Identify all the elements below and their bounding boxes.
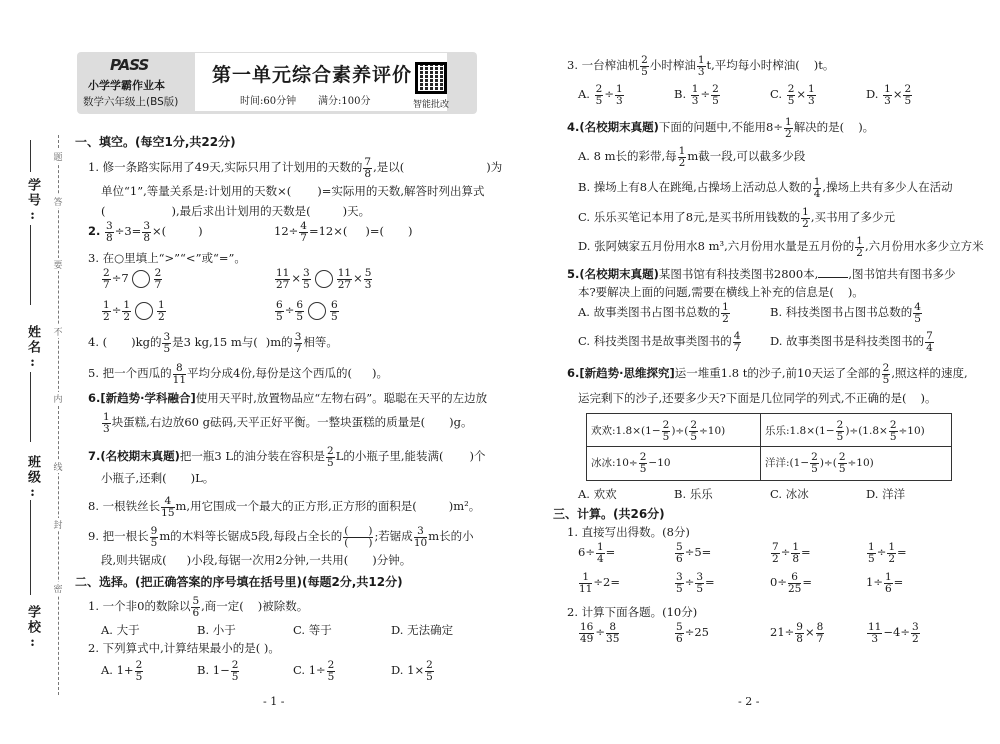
q4-text-b: )kg的 <box>131 335 162 349</box>
cut-word: 内 <box>53 392 63 405</box>
q7-text-d: )个 <box>469 449 486 463</box>
q6-text-d: )g。 <box>449 415 473 429</box>
q2-text-a: ÷3= <box>114 224 142 238</box>
q2-label: 2. <box>88 224 101 238</box>
c5-d-text: D. 故事类图书是科技类图书的 <box>770 334 925 348</box>
q3-op: ÷7 <box>111 271 129 285</box>
class-line <box>30 500 31 595</box>
question-6-line-1 <box>88 390 487 406</box>
student-id-label: 学号: <box>25 178 40 225</box>
question-1-line-2 <box>101 183 485 199</box>
c5-text-d: 本?要解决上面的问题,需要在横线上补充的信息是( <box>578 285 834 299</box>
c2-c-text: C. 1÷ <box>293 663 326 677</box>
school-label: 学校: <box>25 605 40 652</box>
c4-b-text: B. 操场上有8人在跳绳,占操场上活动总人数的 <box>578 180 812 194</box>
c1-option-d: D. 无法确定 <box>391 623 454 637</box>
q1-text-b: ,是以( <box>373 160 405 174</box>
q6-label: 6. <box>88 391 101 405</box>
c6-option-d: D. 洋洋 <box>866 487 906 501</box>
c5-option-c: C. 科技类图书是故事类图书的 $\frac{4}{7}$ <box>578 330 741 354</box>
c3-text-c: t,平均每小时榨油( <box>706 58 800 72</box>
calc-item: $\frac{7}{2}$ ÷ $\frac{1}{8}$ = <box>772 541 811 565</box>
q7-text-f: )L。 <box>190 471 215 485</box>
q9-text-c: ;若锯成 <box>374 529 413 543</box>
c5-text-b: 某图书馆有科技类图书2800本, <box>658 267 819 281</box>
q3-op: × <box>291 271 302 285</box>
q2-text-d: 12÷ <box>274 224 299 238</box>
q3-compare-1: $\frac{2}{7}$ ÷7 $\frac{2}{7}$ <box>103 267 162 291</box>
calc-item: $\frac{11}{3}$ −4÷ $\frac{3}{2}$ <box>868 621 919 645</box>
c2-d-text: D. 1× <box>391 663 425 677</box>
c4-option-c: C. 乐乐买笔记本用了8元,是买书所用钱数的 $\frac{1}{2}$ ,买书用了多少元 <box>578 206 896 230</box>
calc-item: 1÷ $\frac{1}{6}$ = <box>866 571 904 595</box>
question-1-line-3 <box>101 203 370 219</box>
q5-text-c: )。 <box>371 366 388 380</box>
calc-part-2-title: 2. 计算下面各题。(10分) <box>567 605 698 619</box>
page-number-1: - 1 - <box>263 695 285 708</box>
q2-text-c: ) <box>198 224 203 238</box>
q2-text-f: )=( <box>365 224 384 238</box>
c4-option-b: B. 操场上有8人在跳绳,占操场上活动总人数的 $\frac{1}{4}$ ,操场上共有多少人在活动 <box>578 176 953 200</box>
table-divider <box>760 414 761 480</box>
pass-logo: PASS <box>110 56 149 74</box>
q1-text-a: 1. 修一条路实际用了49天,实际只用了计划用的天数的 <box>88 160 363 174</box>
c4-c-text: C. 乐乐买笔记本用了8元,是买书所用钱数的 <box>578 210 801 224</box>
cell-text: 乐乐:1.8× <box>765 425 816 437</box>
c3-option-d: D. $\frac{1}{3}$ × $\frac{2}{5}$ <box>866 83 912 107</box>
cut-word: 答 <box>53 195 63 208</box>
c1-text-b: ,商一定( <box>201 599 244 613</box>
section-choice-title: 二、选择。(把正确答案的序号填在括号里)(每题2分,共12分) <box>75 575 403 589</box>
c4-a-text-2: m截一段,可以截多少段 <box>687 149 806 163</box>
cell-bingbing: 冰冰:10÷ $\frac{2}{5}$ −10 <box>591 451 671 475</box>
question-9-line-2 <box>101 552 411 568</box>
q1-text-g: ),最后求出计划用的天数是( <box>171 204 311 218</box>
question-4: 4. ( )kg的 $\frac{3}{5}$ 是3 kg,15 m与( )m的 $\frac{3}{7}$ 相等。 <box>88 331 338 355</box>
q7-text-e: 小瓶子,还剩( <box>101 471 167 485</box>
c4-option-d: D. 张阿姨家五月份用水8 m³,六月份用水量是五月份的 $\frac{1}{2}$ ,六月份用水多少立方米 <box>578 235 984 259</box>
c2-option-c: C. 1÷ $\frac{2}{5}$ <box>293 659 335 683</box>
question-1-line-1 <box>88 157 502 179</box>
q7-text-b: 把一瓶3 L的油分装在容积是 <box>179 449 325 463</box>
c5-b-text: B. 科技类图书占图书总数的 <box>770 305 913 319</box>
c4-a-text: A. 8 m长的彩带,每 <box>578 149 677 163</box>
choice-5-line-2 <box>578 284 864 300</box>
q8-text-c: )m²。 <box>448 499 481 513</box>
q8-text-a: 8. 一根铁丝长 <box>88 499 161 513</box>
exam-time: 时间:60分钟 <box>240 96 297 107</box>
cut-word: 线 <box>53 460 63 473</box>
fraction: $\frac{7}{8}$ <box>364 156 372 180</box>
q2-text-e: =12×( <box>308 224 348 238</box>
choice-1: 1. 一个非0的数除以 $\frac{5}{6}$ ,商一定( )被除数。 <box>88 595 309 619</box>
calc-item: $\frac{5}{6}$ ÷5= <box>676 541 712 565</box>
q9-text-e: 段,则共锯成( <box>101 553 167 567</box>
q3-op: ÷ <box>284 303 295 317</box>
c1-option-b: B. 小于 <box>197 623 236 637</box>
c5-option-b: B. 科技类图书占图书总数的 $\frac{4}{5}$ <box>770 301 921 325</box>
c4-b-text-2: ,操场上共有多少人在活动 <box>822 180 953 194</box>
cell-yangyang: 洋洋:(1− $\frac{2}{5}$ )÷( $\frac{2}{5}$ ÷10) <box>765 451 874 475</box>
section-fill-title: 一、填空。(每空1分,共22分) <box>75 135 236 149</box>
c6-text-e: )。 <box>920 391 937 405</box>
question-6-line-2: $\frac{1}{3}$ 块蛋糕,右边放60 g砝码,天平正好平衡。一整块蛋糕的质量是( )g。 <box>103 411 473 435</box>
choice-5-line-1 <box>567 265 955 282</box>
c4-tag: (名校期末真题) <box>579 120 659 134</box>
c1-option-c: C. 等于 <box>293 623 332 637</box>
cut-word: 要 <box>53 258 63 271</box>
q9-text-d: m长的小 <box>428 529 474 543</box>
q2-text-b: ×( <box>152 224 167 238</box>
q1-text-h: )天。 <box>342 204 371 218</box>
q3-compare-2: $\frac{11}{27}$ × $\frac{3}{5}$ $\frac{11}{27}$ × $\frac{5}{3}$ <box>276 267 372 291</box>
question-2: 2. $\frac{3}{8}$ ÷3= $\frac{3}{8}$ ×( ) <box>88 220 203 244</box>
cell-huanhuan: 欢欢:1.8×(1− $\frac{2}{5}$ )÷( $\frac{2}{5}$ ÷10) <box>591 419 726 443</box>
calc-item: $\frac{5}{6}$ ÷25 <box>676 621 709 645</box>
formula-table <box>586 413 952 481</box>
q7-label: 7. <box>88 449 101 463</box>
c6-label: 6. <box>567 366 580 380</box>
c3-text-b: 小时榨油 <box>649 58 696 72</box>
q6-text-c: 块蛋糕,右边放60 g砝码,天平正好平衡。一整块蛋糕的质量是( <box>111 415 426 429</box>
c4-d-text: D. 张阿姨家五月份用水8 m³,六月份用水量是五月份的 <box>578 239 855 253</box>
cut-word: 密 <box>53 582 63 595</box>
calc-item: $\frac{16}{49}$ ÷ $\frac{8}{35}$ <box>580 621 620 645</box>
c4-label: 4. <box>567 120 580 134</box>
c2-option-d: D. 1× $\frac{2}{5}$ <box>391 659 433 683</box>
choice-6-line-1: 6.[新趋势·思维探究]运一堆重1.8 t的沙子,前10天运了全部的 $\frac{2}{5}$ ,照这样的速度, <box>567 362 968 386</box>
c5-a-text: A. 故事类图书占图书总数的 <box>578 305 721 319</box>
q1-text-f: ( <box>101 204 106 218</box>
c3-option-b: B. $\frac{1}{3}$ ÷ $\frac{2}{5}$ <box>674 83 719 107</box>
q1-text-e: )=实际用的天数,解答时列出算式 <box>317 184 485 198</box>
cut-word: 不 <box>53 325 63 338</box>
c2-b-text: B. 1− <box>197 663 230 677</box>
c5-blank[interactable] <box>818 265 848 278</box>
choice-4: 4.(名校期末真题)下面的问题中,不能用8÷ $\frac{1}{2}$ 解决的是( )。 <box>567 116 875 140</box>
q6-tag: [新趋势·学科融合] <box>100 391 196 405</box>
c6-option-a: A. 欢欢 <box>578 487 617 501</box>
q9-text-a: 9. 把一根长 <box>88 529 149 543</box>
c5-option-d: D. 故事类图书是科技类图书的 $\frac{7}{4}$ <box>770 330 933 354</box>
question-3: 3. 在○里填上“>”“<”或“=”。 <box>88 251 246 265</box>
q2-text-g: ) <box>407 224 413 238</box>
q1-text-d: 单位“1”,等量关系是:计划用的天数×( <box>101 184 292 198</box>
page-number-2: - 2 - <box>738 695 760 708</box>
c4-option-a: A. 8 m长的彩带,每 $\frac{1}{2}$ m截一段,可以截多少段 <box>578 145 806 169</box>
class-label: 班级: <box>25 455 40 502</box>
c2-option-b: B. 1− $\frac{2}{5}$ <box>197 659 239 683</box>
c6-text-d: 运完剩下的沙子,还要多少天?下面是几位同学的列式,不正确的是( <box>578 391 907 405</box>
c1-text-a: 1. 一个非0的数除以 <box>88 599 191 613</box>
c3-option-a: A. $\frac{2}{5}$ ÷ $\frac{1}{3}$ <box>578 83 623 107</box>
table-divider <box>587 446 951 447</box>
q4-text-e: 相等。 <box>303 335 338 349</box>
c3-a-label: A. <box>578 87 590 101</box>
c3-text-d: )t。 <box>813 58 835 72</box>
q9-text-b: m的木料等长锯成5段,每段占全长的 <box>159 529 343 543</box>
c5-text-e: )。 <box>847 285 864 299</box>
name-label: 姓名: <box>25 325 40 372</box>
calc-item: 21÷ $\frac{9}{8}$ × $\frac{8}{7}$ <box>770 621 824 645</box>
answer-circle[interactable] <box>132 270 150 288</box>
c6-text-c: ,照这样的速度, <box>891 366 968 380</box>
c4-c-text-2: ,买书用了多少元 <box>810 210 896 224</box>
page-title: 第一单元综合素养评价 <box>212 64 413 86</box>
question-7-line-2 <box>101 470 214 486</box>
question-8: 8. 一根铁丝长 $\frac{4}{15}$ m,用它围成一个最大的正方形,正方形的面积是( )m²。 <box>88 495 481 519</box>
calc-part-1-title: 1. 直接写出得数。(8分) <box>567 525 690 539</box>
c1-text-c: )被除数。 <box>257 599 309 613</box>
c3-d-label: D. <box>866 87 879 101</box>
q1-text-c: )为 <box>486 160 503 174</box>
answer-circle[interactable] <box>308 302 326 320</box>
calc-item: 0÷ $\frac{6}{25}$ = <box>770 571 812 595</box>
cell-text: 冰冰:10÷ <box>591 457 638 469</box>
binding-dashed-line <box>58 135 59 695</box>
student-id-line <box>30 225 31 305</box>
choice-6-line-2 <box>578 390 936 406</box>
c3-option-c: C. $\frac{2}{5}$ × $\frac{1}{3}$ <box>770 83 815 107</box>
answer-circle[interactable] <box>135 302 153 320</box>
c3-b-label: B. <box>674 87 687 101</box>
c4-d-text-2: ,六月份用水多少立方米 <box>864 239 984 253</box>
q9-text-g: )分钟。 <box>372 553 412 567</box>
c6-option-c: C. 冰冰 <box>770 487 809 501</box>
c4-text-d: )。 <box>858 120 875 134</box>
c1-option-a: A. 大于 <box>101 623 140 637</box>
c2-option-a: A. 1+ $\frac{2}{5}$ <box>101 659 143 683</box>
q6-text-b: 使用天平时,放置物品应“左物右码”。聪聪在天平的左边放 <box>195 391 488 405</box>
c5-tag: (名校期末真题) <box>579 267 659 281</box>
series-name: 小学学霸作业本 <box>88 79 165 92</box>
q7-text-c: L的小瓶子里,能装满( <box>335 449 444 463</box>
full-score: 满分:100分 <box>318 96 371 107</box>
c3-text-a: 3. 一台榨油机 <box>567 58 640 72</box>
q3-compare-3: $\frac{1}{2}$ ÷ $\frac{1}{2}$ $\frac{1}{2}$ <box>103 299 165 323</box>
cut-word: 封 <box>53 518 63 531</box>
cut-word: 题 <box>53 150 63 163</box>
c3-c-label: C. <box>770 87 783 101</box>
c6-option-b: B. 乐乐 <box>674 487 713 501</box>
choice-2: 2. 下列算式中,计算结果最小的是( )。 <box>88 641 280 655</box>
c5-c-text: C. 科技类图书是故事类图书的 <box>578 334 732 348</box>
q4-text-d: )m的 <box>265 335 293 349</box>
calc-item: $\frac{3}{5}$ ÷ $\frac{3}{5}$ = <box>676 571 715 595</box>
c5-text-c: ,图书馆共有图书多少 <box>848 267 956 281</box>
q5-text-a: 5. 把一个西瓜的 <box>88 366 172 380</box>
calc-item: $\frac{1}{5}$ ÷ $\frac{1}{2}$ = <box>868 541 907 565</box>
q4-text-c: 是3 kg,15 m与( <box>172 335 258 349</box>
grade-label: 数学六年级上(BS版) <box>83 96 179 108</box>
question-9-line-1: 9. 把一根长 $\frac{9}{5}$ m的木料等长锯成5段,每段占全长的 ( ) ( ) ;若锯成 $\frac{3}{10}$ m长的小 <box>88 525 474 549</box>
q4-text-a: 4. ( <box>88 335 108 349</box>
c5-option-a: A. 故事类图书占图书总数的 $\frac{1}{2}$ <box>578 301 729 325</box>
c4-text-b: 下面的问题中,不能用8÷ <box>658 120 783 134</box>
choice-3: 3. 一台榨油机 $\frac{2}{5}$ 小时榨油 $\frac{1}{3}$ t,平均每小时榨油( )t。 <box>567 54 835 78</box>
q3-compare-4: $\frac{6}{5}$ ÷ $\frac{6}{5}$ $\frac{6}{5}$ <box>276 299 338 323</box>
answer-circle[interactable] <box>315 270 333 288</box>
q3-op: ÷ <box>111 303 122 317</box>
student-id-line <box>30 140 31 172</box>
cell-text: 洋洋: <box>765 457 790 469</box>
question-5: 5. 把一个西瓜的 $\frac{8}{11}$ 平均分成4份,每份是这个西瓜的( )。 <box>88 362 388 386</box>
question-2-part-2: 12÷ $\frac{4}{7}$ =12×( )=( ) <box>274 220 413 244</box>
calc-item: $\frac{1}{11}$ ÷2= <box>579 571 620 595</box>
cell-text: 欢欢:1.8× <box>591 425 642 437</box>
c4-text-c: 解决的是( <box>793 120 845 134</box>
q7-tag: (名校期末真题) <box>100 449 180 463</box>
q8-text-b: m,用它围成一个最大的正方形,正方形的面积是( <box>175 499 417 513</box>
q5-text-b: 平均分成4份,每份是这个西瓜的( <box>187 366 352 380</box>
q9-text-f: )小段,每锯一次用2分钟,一共用( <box>186 553 349 567</box>
qr-caption: 智能批改 <box>413 100 450 110</box>
c2-a-text: A. 1+ <box>101 663 134 677</box>
c5-label: 5. <box>567 267 580 281</box>
cell-lele: 乐乐:1.8×(1− $\frac{2}{5}$ )÷(1.8× $\frac{2}{5}$ ÷10) <box>765 419 925 443</box>
calc-item: 6÷ $\frac{1}{4}$ = <box>578 541 616 565</box>
question-7-line-1: 7.(名校期末真题)把一瓶3 L的油分装在容积是 $\frac{2}{5}$ L的小瓶子里,能装满( )个 <box>88 445 486 469</box>
c6-text-b: 运一堆重1.8 t的沙子,前10天运了全部的 <box>674 366 881 380</box>
name-line <box>30 372 31 442</box>
c6-tag: [新趋势·思维探究] <box>579 366 675 380</box>
section-calc-title: 三、计算。(共26分) <box>553 507 665 521</box>
qr-code-frame <box>415 62 447 94</box>
